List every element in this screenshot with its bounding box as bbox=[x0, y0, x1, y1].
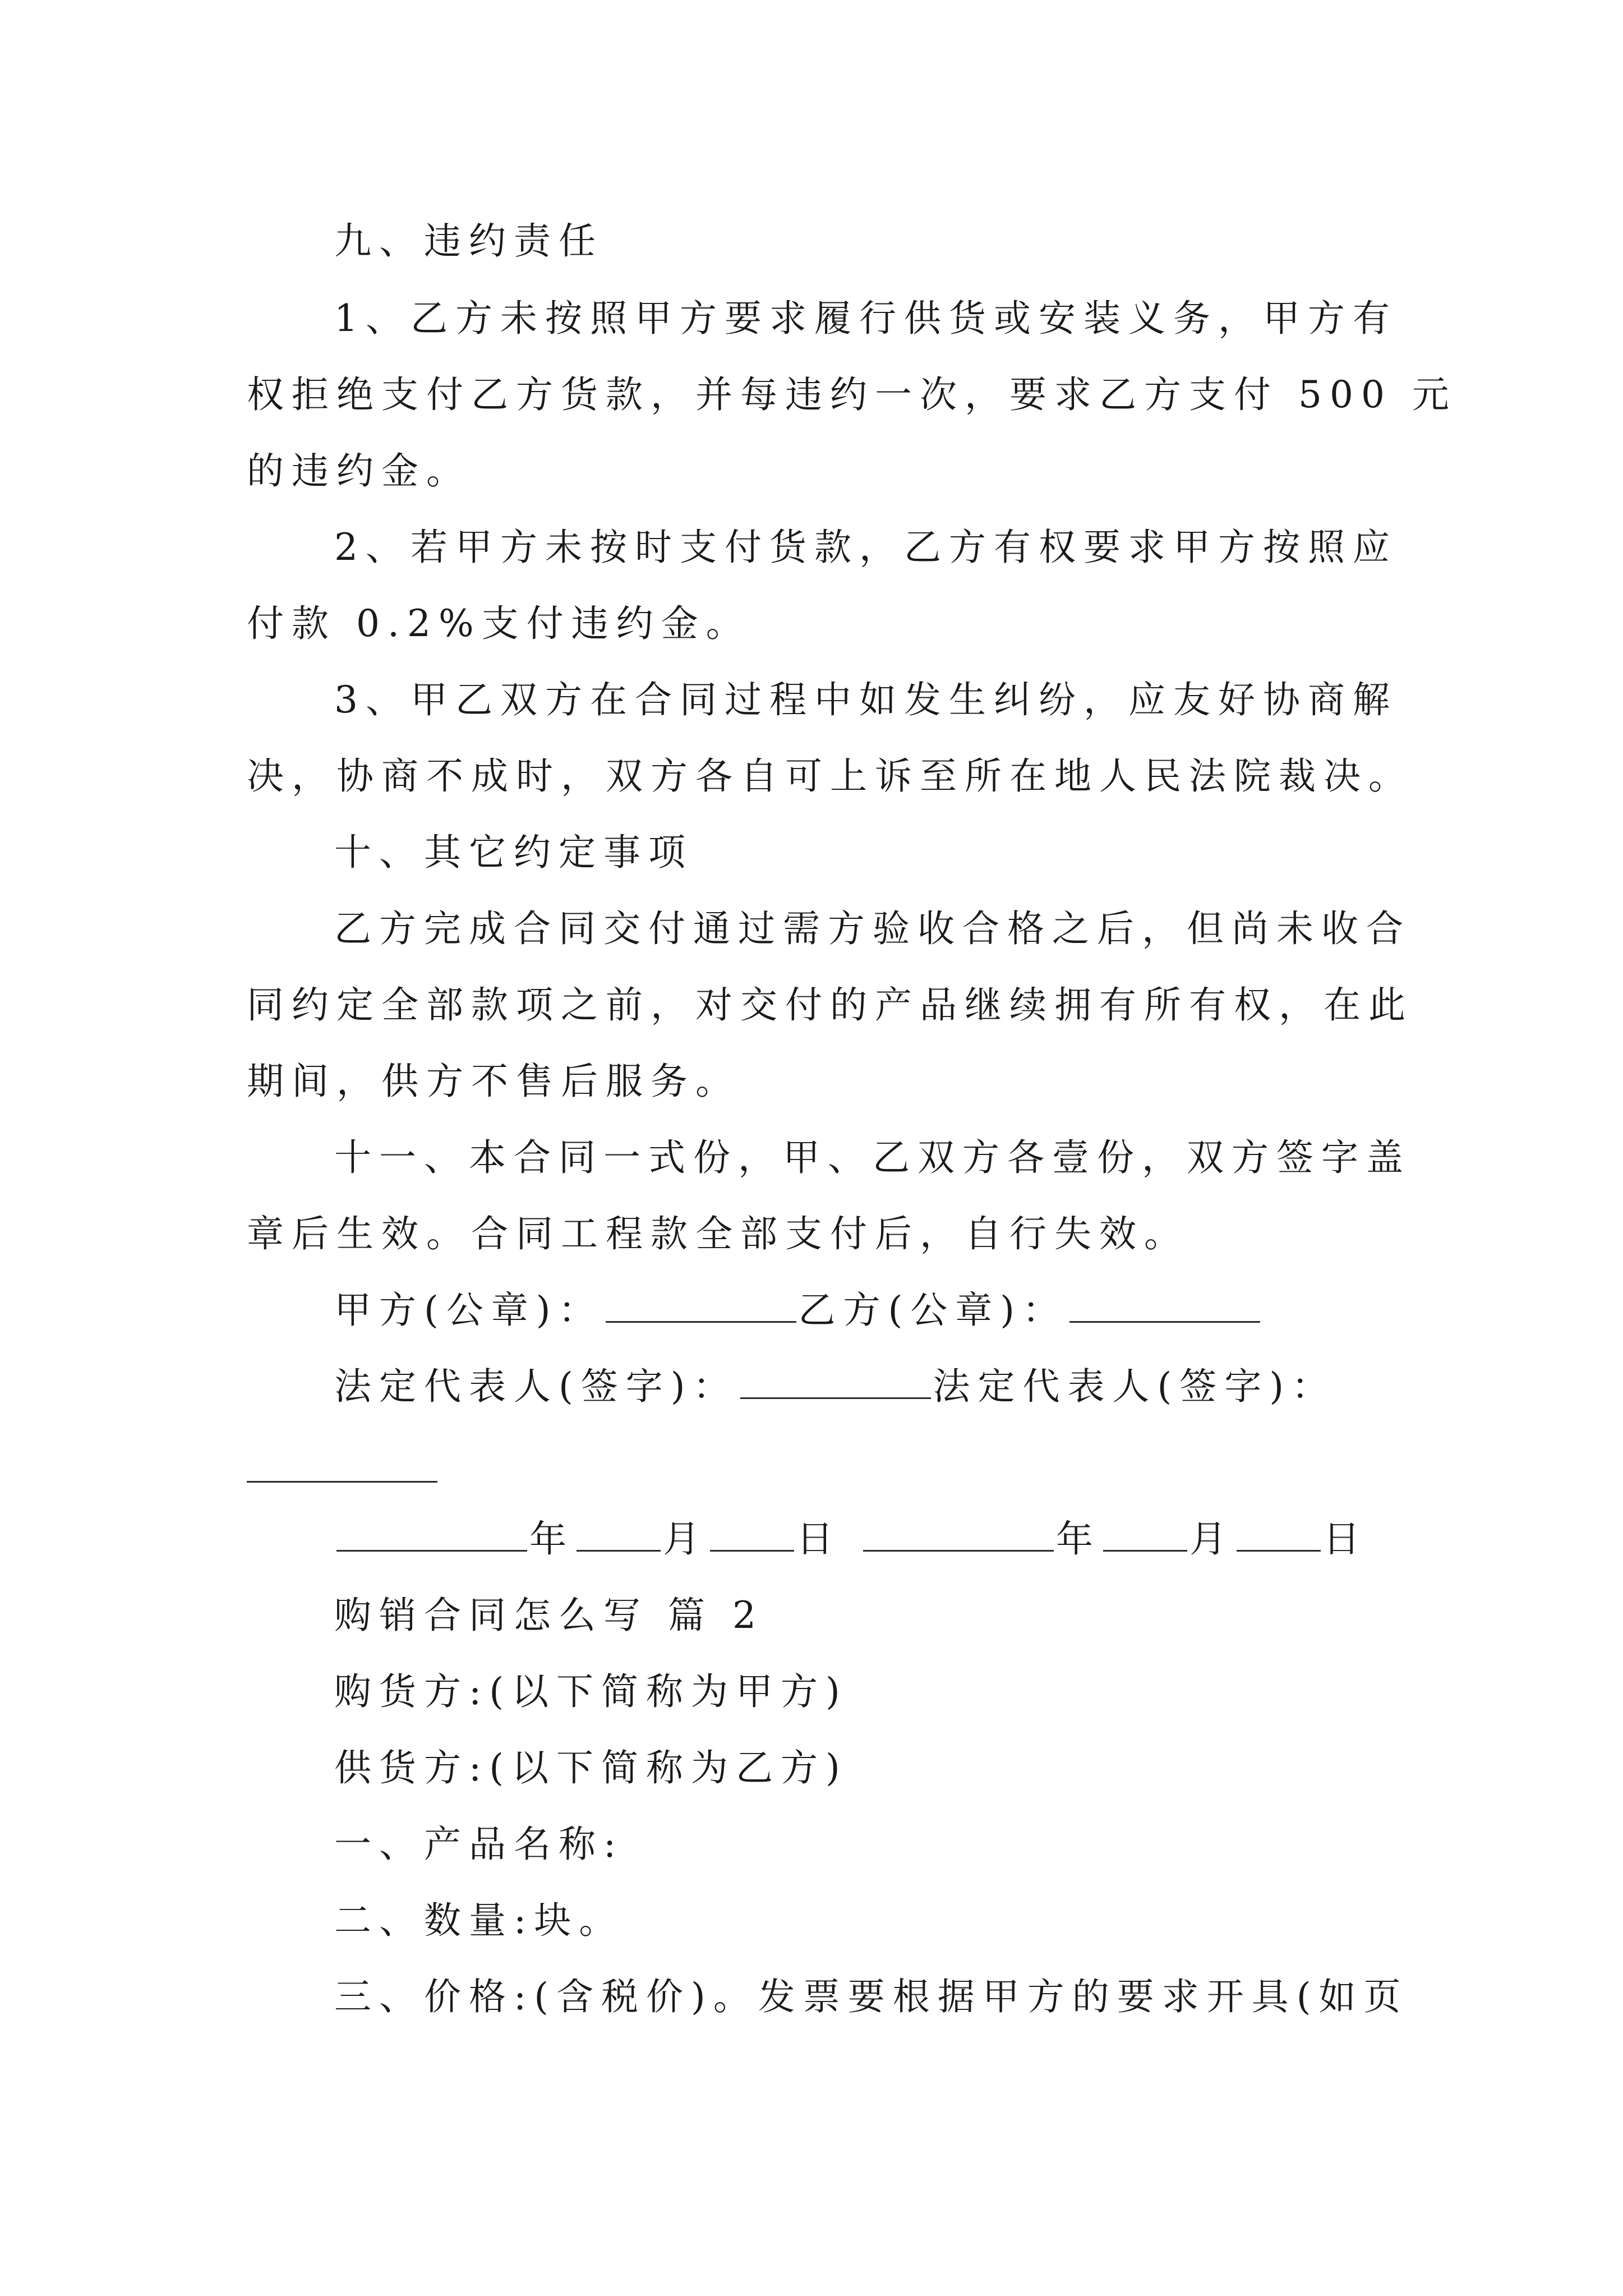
date-b-day: 日 bbox=[1322, 1517, 1368, 1561]
rep-b-blank bbox=[247, 1481, 437, 1483]
item-product-name: 一、产品名称: bbox=[334, 1823, 624, 1866]
party-a-seal-label: 甲方(公章)： bbox=[334, 1289, 603, 1332]
date-row bbox=[334, 1517, 1368, 1562]
item-price: 三、价格:(含税价)。发票要根据甲方的要求开具(如页 bbox=[334, 1975, 1409, 2018]
other-terms-line-1: 乙方完成合同交付通过需方验收合格之后，但尚未收合 bbox=[334, 907, 1411, 950]
date-b-month-blank bbox=[1103, 1519, 1187, 1552]
date-a-year-blank bbox=[336, 1519, 527, 1552]
date-b-year: 年 bbox=[1055, 1517, 1101, 1561]
party-a-seal-blank bbox=[606, 1290, 796, 1323]
clause-11-line-2: 章后生效。合同工程款全部支付后，自行失效。 bbox=[247, 1212, 1189, 1255]
date-a-month-blank bbox=[577, 1519, 661, 1552]
buyer-line: 购货方:(以下简称为甲方) bbox=[334, 1670, 848, 1713]
rep-a-blank bbox=[740, 1366, 931, 1399]
representative-row bbox=[334, 1364, 1336, 1409]
date-b-year-blank bbox=[863, 1519, 1054, 1552]
other-terms-line-2: 同约定全部款项之前，对交付的产品继续拥有所有权，在此 bbox=[247, 983, 1413, 1027]
rep-a-label: 法定代表人(签字)： bbox=[334, 1365, 738, 1408]
clause-1-line-2: 权拒绝支付乙方货款，并每违约一次，要求乙方支付 500 元 bbox=[247, 373, 1457, 416]
clause-11-line-1: 十一、本合同一式份，甲、乙双方各壹份，双方签字盖 bbox=[334, 1136, 1411, 1179]
party-b-seal-blank bbox=[1069, 1290, 1260, 1323]
rep-b-label: 法定代表人(签字)： bbox=[933, 1365, 1336, 1408]
seal-row bbox=[334, 1288, 1262, 1333]
date-a-year: 年 bbox=[529, 1517, 574, 1561]
other-terms-line-3: 期间，供方不售后服务。 bbox=[247, 1060, 740, 1103]
clause-2-line-1: 2、若甲方未按时支付货款，乙方有权要求甲方按照应 bbox=[334, 526, 1398, 569]
item-quantity: 二、数量:块。 bbox=[334, 1899, 624, 1942]
date-b-day-blank bbox=[1237, 1519, 1321, 1552]
clause-2-line-2: 付款 0.2%支付违约金。 bbox=[247, 602, 751, 645]
date-a-month: 月 bbox=[663, 1517, 708, 1561]
date-a-day: 日 bbox=[796, 1517, 841, 1561]
clause-1-line-3: 的违约金。 bbox=[247, 449, 471, 493]
clause-3-line-1: 3、甲乙双方在合同过程中如发生纠纷，应友好协商解 bbox=[334, 678, 1398, 721]
party-b-seal-label: 乙方(公章)： bbox=[798, 1289, 1067, 1332]
date-b-month: 月 bbox=[1189, 1517, 1234, 1561]
clause-1-line-1: 1、乙方未按照甲方要求履行供货或安装义务，甲方有 bbox=[334, 297, 1398, 340]
section-heading-other: 十、其它约定事项 bbox=[334, 831, 693, 874]
supplier-line: 供货方:(以下简称为乙方) bbox=[334, 1746, 848, 1789]
section-heading-breach: 九、违约责任 bbox=[334, 219, 603, 263]
section-2-heading: 购销合同怎么写 篇 2 bbox=[334, 1594, 764, 1637]
date-a-day-blank bbox=[710, 1519, 794, 1552]
clause-3-line-2: 决，协商不成时，双方各自可上诉至所在地人民法院裁决。 bbox=[247, 754, 1413, 798]
